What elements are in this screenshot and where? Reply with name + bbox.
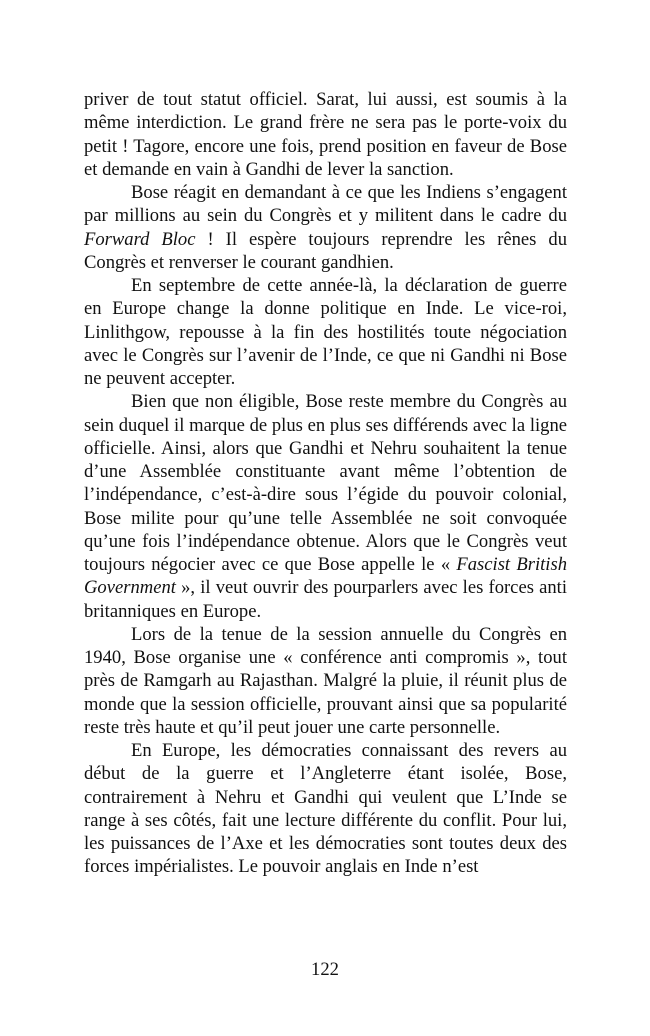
paragraph-4-part-1: Bien que non éligible, Bose reste membre du Congrès au sein duquel il marque de plus en plus ses différends avec la ligne officielle. Ainsi, alors que Gandhi et Nehru souhaitent la tenue d’une Assemblée constituante avant même l’obtention de l’indépendance, c’est-à-dire sous l’égide du pouvoir colonial, Bose milite pour qu’une telle Assemblée ne soit convoquée qu’une fois l’indépendance obtenue. Alors que le Congrès veut toujours négocier avec ce que Bose appelle le « (84, 391, 567, 575)
paragraph-6: En Europe, les démocraties connaissant des revers au début de la guerre et l’Angleterre étant isolée, Bose, contrairement à Nehru et Gandhi qui veulent que L’Inde se range à ses côtés, fait une lecture différente du conflit. Pour lui, les puissances de l’Axe et les démocraties sont toutes deux des forces impérialistes. Le pouvoir anglais en Inde n’est (84, 740, 567, 878)
paragraph-4 (84, 390, 567, 623)
fascist-british-government-italic: Fascist British Government (84, 554, 567, 599)
paragraph-5: Lors de la tenue de la session annuelle du Congrès en 1940, Bose organise une « conférence anti compromis », tout près de Ramgarh au Rajasthan. Malgré la pluie, il réunit plus de monde que la session officielle, prouvant ainsi que sa popularité reste très haute et qu’il peut jouer une carte personnelle. (84, 623, 567, 738)
paragraph-2 (84, 181, 567, 274)
paragraph-3: En septembre de cette année-là, la déclaration de guerre en Europe change la donne politique en Inde. Le vice-roi, Linlithgow, repousse à la fin des hostilités toute négociation avec le Congrès sur l’avenir de l’Inde, ce que ni Gandhi ni Bose ne peuvent accepter. (84, 275, 567, 389)
body-text (84, 88, 567, 879)
forward-bloc-italic: Forward Bloc (84, 228, 196, 250)
paragraph-2-part-2: ! Il espère toujours reprendre les rênes du Congrès et renverser le courant gandhien. (84, 228, 567, 273)
page-number: 122 (311, 959, 339, 980)
paragraph-4-part-2: », il veut ouvrir des pourparlers avec les forces anti britanniques en Europe. (84, 577, 567, 622)
paragraph-1: priver de tout statut officiel. Sarat, lui aussi, est soumis à la même interdiction. Le grand frère ne sera pas le porte-voix du petit ! Tagore, encore une fois, prend position en faveur de Bose et demande en vain à Gandhi de lever la sanction. (84, 89, 567, 180)
paragraph-2-part-1: Bose réagit en demandant à ce que les Indiens s’engagent par millions au sein du Congrès et y militent dans le cadre du (84, 182, 567, 227)
